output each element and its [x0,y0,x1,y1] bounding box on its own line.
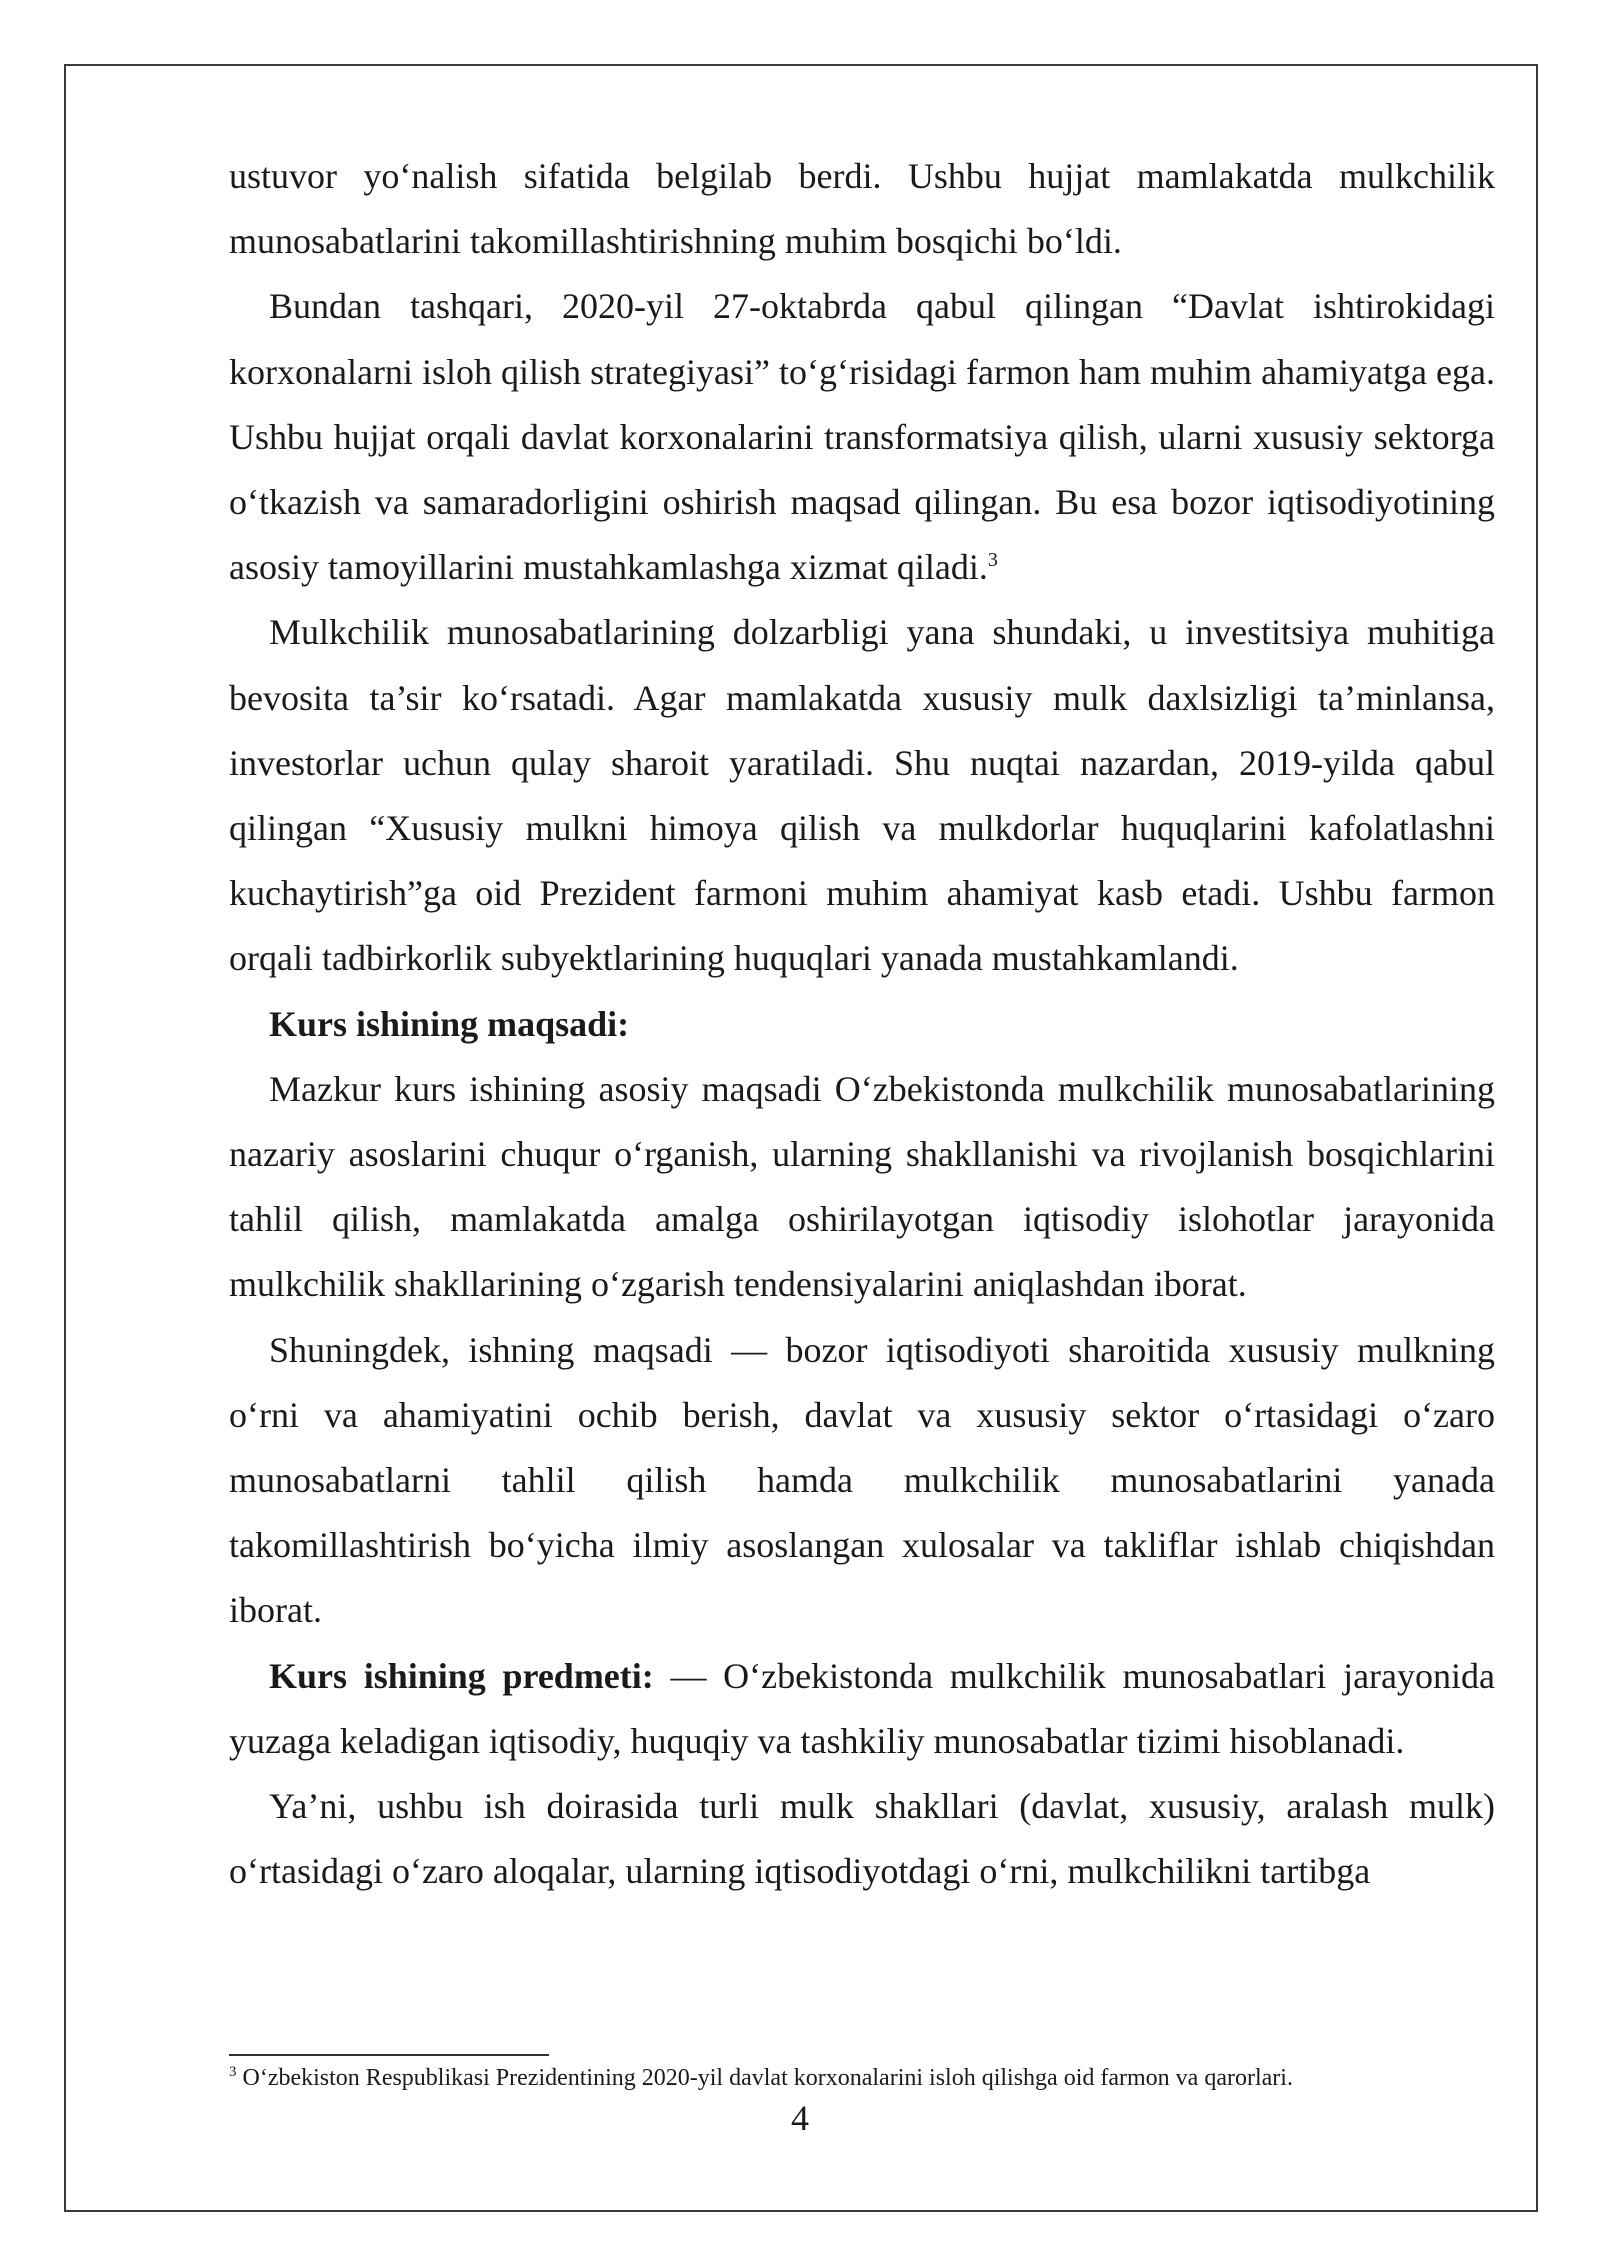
heading-course-goal: Kurs ishining maqsadi: [269,1003,630,1044]
paragraph-goal-main: Mazkur kurs ishining asosiy maqsadi O‘zbekistonda mulkchilik munosabatlarining nazariy asoslarini chuqur o‘rganish, ularning shakllanishi va rivojlanish bosqichlarini tahlil qilish, mamlakatda amalga oshirilayotgan iqtisodiy islohotlar jarayonida mulkchilik shakllarining o‘zgarish tendensiyalarini aniqlashdan iborat. [229,1068,1495,1305]
footnote-number: 3 [229,2064,237,2080]
paragraph-text: Bundan tashqari, 2020-yil 27-oktabrda qabul qilingan “Davlat ishtirokidagi korxonalarni isloh qilish strategiyasi” to‘g‘risidagi farmon ham muhim ahamiyatga ega. Ushbu hujjat orqali davlat korxonalarini transformatsiya qilish, ularni xususiy sektorga o‘tkazish va samaradorligini oshirish maqsad qilingan. Bu esa bozor iqtisodiyotining asosiy tamoyillarini mustahkamlashga xizmat qiladi. [229,286,1495,588]
page-number: 4 [791,2098,809,2138]
footnote-text: O‘zbekiston Respublikasi Prezidentining 2020-yil davlat korxonalarini isloh qilishga oid farmon va qarorlari. [236,2065,1293,2091]
paragraph-strategy-decree [229,274,1495,600]
paragraph-goal-additional: Shuningdek, ishning maqsadi — bozor iqtisodiyoti sharoitida xususiy mulkning o‘rni va ahamiyatini ochib berish, davlat va xususiy sektor o‘rtasidagi o‘zaro munosabatlarni tahlil qilish hamda mulkchilik munosabatlarini yanada takomillashtirish bo‘yicha ilmiy asoslangan xulosalar va takliflar ishlab chiqishdan iborat. [229,1329,1495,1631]
footnote [229,2062,1529,2094]
footnote-reference[interactable]: 3 [987,549,998,572]
footnote-separator [229,2054,549,2056]
heading-course-subject: Kurs ishining predmeti: [269,1655,654,1696]
paragraph-ownership-forms: Ya’ni, ushbu ish doirasida turli mulk shakllari (davlat, xususiy, aralash mulk) o‘rtasidagi o‘zaro aloqalar, ularning iqtisodiyotdagi o‘rni, mulkchilikni tartibga [229,1786,1495,1892]
paragraph-investment-climate: Mulkchilik munosabatlarining dolzarbligi yana shundaki, u investitsiya muhitiga bevosita ta’sir ko‘rsatadi. Agar mamlakatda xususiy mulk daxlsizligi ta’minlansa, investorlar uchun qulay sharoit yaratiladi. Shu nuqtai nazardan, 2019-yilda qabul qilingan “Xususiy mulkni himoya qilish va mulkdorlar huquqlarini kafolatlashni kuchaytirish”ga oid Prezident farmoni muhim ahamiyat kasb etadi. Ushbu farmon orqali tadbirkorlik subyektlarining huquqlari yanada mustahkamlandi. [229,612,1495,979]
paragraph-text: — O‘zbekistonda mulkchilik munosabatlari jarayonida yuzaga keladigan iqtisodiy, huquqiy va tashkiliy munosabatlar tizimi hisoblanadi. [229,1655,1495,1761]
paragraph-continuation: ustuvor yo‘nalish sifatida belgilab berdi. Ushbu hujjat mamlakatda mulkchilik munosabatlarini takomillashtirishning muhim bosqichi bo‘ldi. [229,156,1495,262]
page-body [229,144,1495,1904]
paragraph-course-subject [229,1644,1495,1774]
